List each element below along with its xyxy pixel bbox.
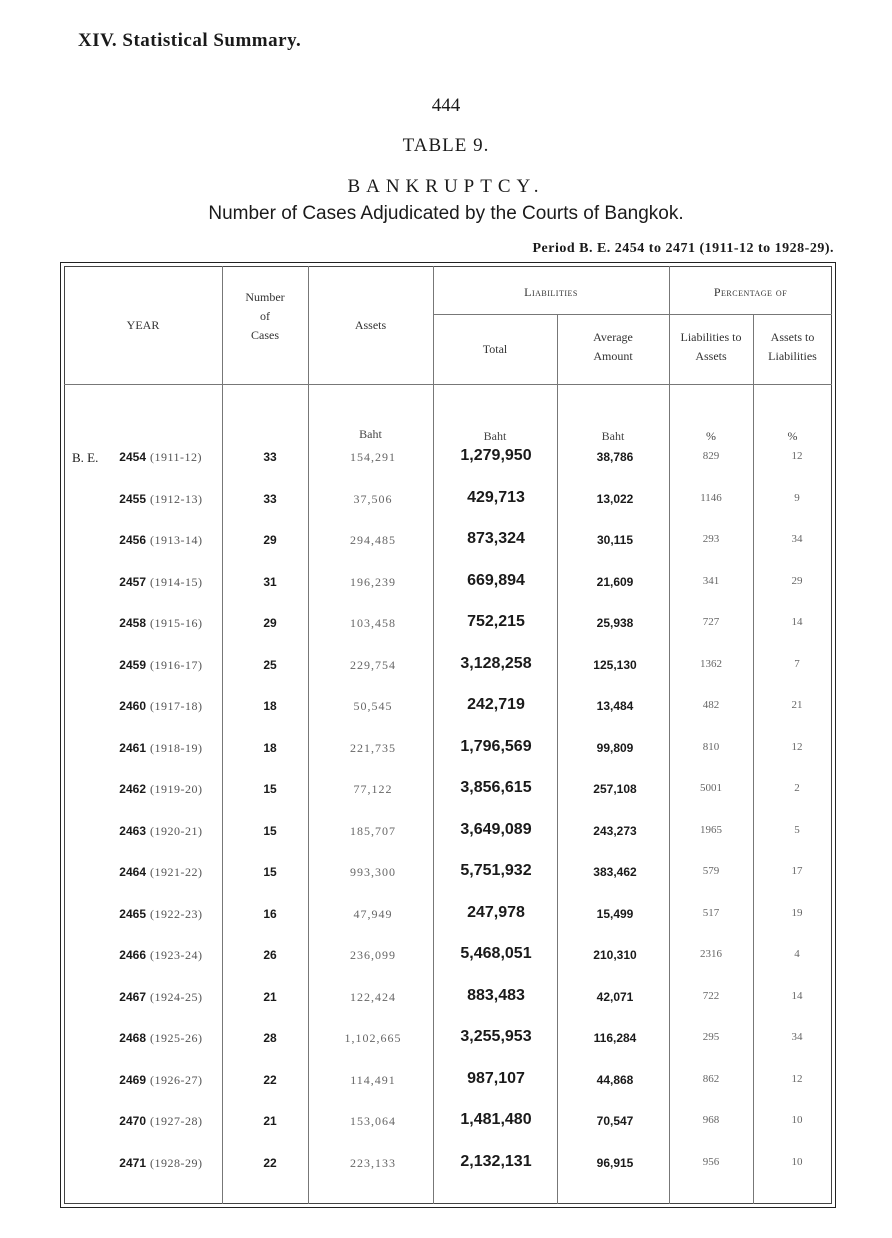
row-cases: 15 [263,865,277,879]
period-note: Period B. E. 2454 to 2471 (1911-12 to 1928-29). [532,241,834,256]
row-cases: 31 [263,574,277,589]
row-liabilities-average: 13,484 [596,699,634,713]
row-fiscal-year: (1915-16) [150,616,203,630]
row-assets-to-liab: 29 [791,574,803,587]
row-liabilities-total: 247,978 [467,903,525,921]
row-assets-to-liab: 10 [791,1155,803,1168]
row-assets-to-liab: 19 [791,906,803,919]
row-year: 2469 [119,1072,146,1087]
row-fiscal-year: (1923-24) [150,948,203,962]
col-header-assets-to-liab [753,328,832,366]
row-liab-to-assets: 862 [702,1072,720,1085]
row-liab-to-assets: 5001 [700,782,722,794]
row-liabilities-total: 429,713 [467,488,525,506]
row-liabilities-total: 883,483 [467,986,525,1004]
row-cases: 16 [263,906,277,921]
row-liabilities-average: 21,609 [596,574,634,589]
row-fiscal-year: (1917-18) [150,699,203,713]
row-liabilities-average: 99,809 [596,740,634,755]
table-row [0,820,892,866]
table-row [0,1152,892,1198]
table-row [0,1069,892,1115]
row-assets: 223,133 [350,1155,396,1170]
row-liabilities-average: 257,108 [593,782,637,796]
row-year: 2460 [119,699,146,713]
row-liab-to-assets: 1965 [700,823,722,836]
unit-liab-to-assets: % [706,429,716,443]
row-assets-to-liab: 12 [791,450,803,462]
row-assets: 153,064 [350,1114,396,1128]
row-cases: 33 [263,491,277,506]
row-assets-to-liab: 34 [791,1031,803,1043]
row-assets: 77,122 [353,782,393,796]
row-assets-to-liab: 14 [791,989,803,1002]
row-assets-to-liab: 5 [794,823,800,836]
row-year: 2468 [119,1031,146,1045]
col-header-cases-line: of [260,309,270,324]
row-fiscal-year: (1911-12) [150,450,203,464]
row-liabilities-total: 752,215 [467,613,525,630]
col-header-liab-to-assets [669,328,753,366]
row-year: 2456 [119,533,146,547]
col-header-assets-to-liab-line: Assets to [770,330,815,344]
row-liabilities-average: 70,547 [596,1114,634,1128]
row-liabilities-average: 44,868 [596,1072,634,1087]
row-liab-to-assets: 295 [702,1031,720,1043]
row-cases: 26 [263,948,277,962]
row-assets: 294,485 [350,533,396,547]
col-header-cases-line: Cases [251,328,279,343]
row-cases: 22 [263,1155,277,1170]
row-liabilities-total: 1,796,569 [460,737,532,755]
row-liabilities-total: 987,107 [467,1069,525,1087]
table-row [0,1028,892,1073]
col-header-liab-to-assets-line: Liabilities to [680,330,742,344]
table-title: BANKRUPTCY. [347,176,545,197]
row-liabilities-total: 3,856,615 [460,779,532,796]
row-year: 2471 [119,1155,146,1170]
row-liabilities-total: 873,324 [467,530,525,547]
row-liab-to-assets: 810 [702,740,720,753]
row-cases: 29 [263,616,277,630]
row-liabilities-total: 3,649,089 [460,820,532,838]
row-liabilities-average: 38,786 [596,450,634,464]
row-liabilities-average: 15,499 [596,906,634,921]
row-liabilities-total: 1,481,480 [460,1111,532,1128]
row-fiscal-year: (1913-14) [150,533,203,547]
row-liabilities-total: 5,468,051 [460,945,532,962]
row-assets: 50,545 [353,699,393,713]
row-year: 2454 [119,450,146,464]
row-year: 2467 [119,989,146,1004]
row-assets-to-liab: 12 [791,1072,803,1085]
row-fiscal-year: (1919-20) [150,782,203,796]
table-subtitle: Number of Cases Adjudicated by the Courts of Bangkok. [208,203,684,224]
row-assets: 37,506 [353,491,393,506]
row-liabilities-total: 3,255,953 [460,1028,532,1045]
table-row [0,613,892,658]
col-header-liab-to-assets-line: Assets [695,349,727,364]
table-row [0,779,892,824]
row-liab-to-assets: 482 [702,699,720,711]
row-fiscal-year: (1918-19) [150,740,203,755]
row-cases: 18 [263,699,277,713]
row-fiscal-year: (1928-29) [150,1155,203,1170]
row-liab-to-assets: 1146 [700,491,722,504]
row-year: 2458 [119,616,146,630]
row-liabilities-average: 30,115 [596,533,634,547]
row-assets: 154,291 [350,450,396,464]
row-fiscal-year: (1922-23) [150,906,203,921]
row-fiscal-year: (1916-17) [150,657,203,672]
header-rule [433,314,832,315]
row-assets-to-liab: 2 [794,782,800,794]
row-year: 2462 [119,782,146,796]
col-header-average-line: Amount [593,349,633,364]
table-row [0,447,892,492]
col-header-liabilities: Liabilities [524,285,578,299]
row-liabilities-average: 42,071 [596,989,634,1004]
row-year: 2463 [119,823,146,838]
row-fiscal-year: (1925-26) [150,1031,203,1045]
row-liabilities-average: 96,915 [596,1155,634,1170]
row-liab-to-assets: 341 [702,574,720,587]
unit-assets-to-liab: % [787,429,798,443]
row-assets-to-liab: 21 [791,699,803,711]
row-assets-to-liab: 34 [791,533,803,545]
col-header-average [557,328,669,366]
row-assets: 993,300 [350,865,396,879]
unit-assets: Baht [359,427,382,441]
row-assets: 236,099 [350,948,396,962]
row-year: 2470 [119,1114,146,1128]
row-fiscal-year: (1927-28) [150,1114,203,1128]
row-fiscal-year: (1914-15) [150,574,203,589]
row-liabilities-average: 243,273 [593,823,637,838]
row-assets-to-liab: 10 [791,1114,803,1126]
row-assets: 221,735 [350,740,396,755]
row-cases: 15 [263,782,277,796]
row-assets-to-liab: 17 [791,865,803,877]
col-header-year: YEAR [126,318,160,332]
row-cases: 22 [263,1072,277,1087]
unit-average: Baht [601,429,625,443]
row-assets-to-liab: 7 [794,657,800,670]
row-cases: 18 [263,740,277,755]
row-liab-to-assets: 968 [702,1114,720,1126]
col-header-assets: Assets [354,318,387,332]
row-cases: 28 [263,1031,277,1045]
row-assets-to-liab: 4 [794,948,800,960]
row-assets: 185,707 [350,823,396,838]
row-liabilities-total: 1,279,950 [460,447,532,464]
col-header-cases [222,288,308,346]
row-fiscal-year: (1912-13) [150,491,203,506]
row-assets: 196,239 [350,574,396,589]
unit-total: Baht [483,429,507,443]
row-assets: 122,424 [350,989,396,1004]
row-cases: 21 [263,1114,277,1128]
row-fiscal-year: (1924-25) [150,989,203,1004]
col-header-cases-line: Number [245,290,285,304]
table-row [0,696,892,741]
row-liabilities-average: 210,310 [593,948,637,962]
row-year: 2455 [119,491,146,506]
table-row [0,488,892,534]
row-year: 2466 [119,948,146,962]
col-header-assets-to-liab-line: Liabilities [768,349,817,364]
row-assets: 103,458 [350,616,396,630]
row-year: 2465 [119,906,146,921]
table-row [0,737,892,783]
row-era-prefix: B. E. [72,450,99,465]
row-liab-to-assets: 1362 [700,657,722,670]
row-liab-to-assets: 2316 [700,948,722,960]
row-liab-to-assets: 829 [702,450,720,462]
row-liabilities-average: 125,130 [593,657,637,672]
row-assets-to-liab: 14 [791,616,803,628]
row-assets-to-liab: 9 [794,491,800,504]
table-row [0,903,892,949]
col-header-total: Total [482,342,508,356]
row-assets: 1,102,665 [344,1031,402,1045]
row-cases: 21 [263,989,277,1004]
row-liabilities-average: 383,462 [593,865,637,879]
row-liab-to-assets: 517 [702,906,720,919]
row-fiscal-year: (1921-22) [150,865,203,879]
col-header-percentage: Percentage of [713,285,788,299]
row-liabilities-total: 242,719 [467,696,525,713]
table-row [0,571,892,617]
table-row [0,530,892,575]
row-assets: 114,491 [350,1072,396,1087]
row-liab-to-assets: 579 [702,865,720,877]
row-assets: 47,949 [353,906,393,921]
row-assets: 229,754 [350,657,396,672]
row-year: 2459 [119,657,146,672]
row-liabilities-total: 2,132,131 [460,1152,532,1170]
row-liab-to-assets: 293 [702,533,720,545]
table-label: TABLE 9. [402,135,490,156]
row-liabilities-total: 669,894 [467,571,525,589]
row-liabilities-average: 25,938 [596,616,634,630]
row-liabilities-average: 13,022 [596,491,634,506]
header-rule [64,384,832,385]
row-liab-to-assets: 956 [702,1155,720,1168]
row-cases: 29 [263,533,277,547]
row-liabilities-total: 5,751,932 [460,862,532,879]
table-row [0,654,892,700]
row-fiscal-year: (1920-21) [150,823,203,838]
row-year: 2464 [119,865,146,879]
table-row [0,945,892,990]
row-liabilities-total: 3,128,258 [460,654,532,672]
row-cases: 25 [263,657,277,672]
table-row [0,986,892,1032]
row-liab-to-assets: 722 [702,989,720,1002]
col-header-average-line: Average [593,330,633,344]
row-cases: 33 [263,450,277,464]
row-assets-to-liab: 12 [791,740,803,753]
table-row [0,862,892,907]
row-cases: 15 [263,823,277,838]
row-year: 2457 [119,574,146,589]
row-year: 2461 [119,740,146,755]
page-number: 444 [431,95,461,116]
row-liabilities-average: 116,284 [593,1031,637,1045]
row-liab-to-assets: 727 [702,616,720,628]
running-head: XIV. Statistical Summary. [78,30,302,51]
row-fiscal-year: (1926-27) [150,1072,203,1087]
table-row [0,1111,892,1156]
